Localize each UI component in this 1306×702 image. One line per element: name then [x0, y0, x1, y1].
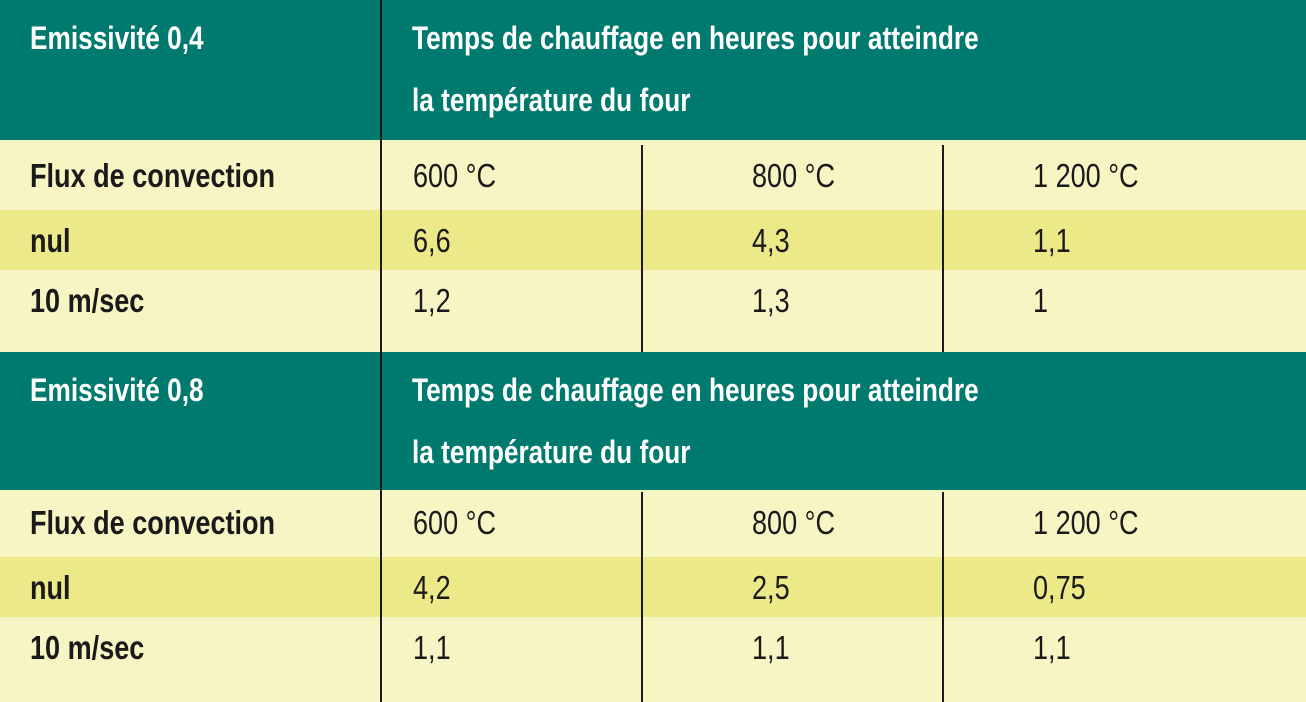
cell-600: 600 °C	[413, 157, 497, 194]
cell-600: 4,2	[413, 569, 451, 606]
heading-line-1: Temps de chauffage en heures pour atteindre	[412, 20, 979, 56]
table-row	[0, 557, 1306, 622]
column-divider	[380, 490, 382, 702]
cell-800: 800 °C	[752, 157, 836, 194]
table-row	[0, 617, 1306, 702]
heading-line-1: Temps de chauffage en heures pour atteindre	[412, 372, 979, 408]
column-divider	[380, 140, 382, 352]
cell-600: 6,6	[413, 222, 451, 259]
cell-1200: 1,1	[1033, 222, 1071, 259]
cell-800: 1,3	[752, 282, 790, 319]
heading-line-2: la température du four	[412, 434, 691, 470]
table-row	[0, 145, 1306, 210]
cell-800: 800 °C	[752, 504, 836, 541]
table-header	[0, 0, 1306, 140]
row-label: nul	[30, 569, 71, 606]
column-divider	[641, 145, 643, 352]
cell-1200: 0,75	[1033, 569, 1086, 606]
table-row	[0, 492, 1306, 557]
emissivity-label: Emissivité 0,8	[30, 372, 204, 408]
column-divider	[380, 352, 382, 490]
table-header	[0, 352, 1306, 490]
column-divider	[942, 492, 944, 702]
emissivity-label: Emissivité 0,4	[30, 20, 204, 56]
column-divider	[942, 145, 944, 352]
cell-600: 600 °C	[413, 504, 497, 541]
column-divider	[641, 492, 643, 702]
heading-line-2: la température du four	[412, 82, 691, 118]
cell-1200: 1	[1033, 282, 1049, 319]
cell-600: 1,1	[413, 629, 451, 666]
cell-800: 2,5	[752, 569, 790, 606]
table-row	[0, 210, 1306, 275]
row-label: 10 m/sec	[30, 282, 145, 319]
cell-800: 4,3	[752, 222, 790, 259]
row-label: 10 m/sec	[30, 629, 145, 666]
cell-1200: 1 200 °C	[1033, 504, 1139, 541]
table-row	[0, 270, 1306, 352]
column-divider	[380, 0, 382, 140]
cell-800: 1,1	[752, 629, 790, 666]
row-label: nul	[30, 222, 71, 259]
cell-1200: 1,1	[1033, 629, 1071, 666]
row-label: Flux de convection	[30, 157, 276, 194]
cell-600: 1,2	[413, 282, 451, 319]
cell-1200: 1 200 °C	[1033, 157, 1139, 194]
row-label: Flux de convection	[30, 504, 276, 541]
